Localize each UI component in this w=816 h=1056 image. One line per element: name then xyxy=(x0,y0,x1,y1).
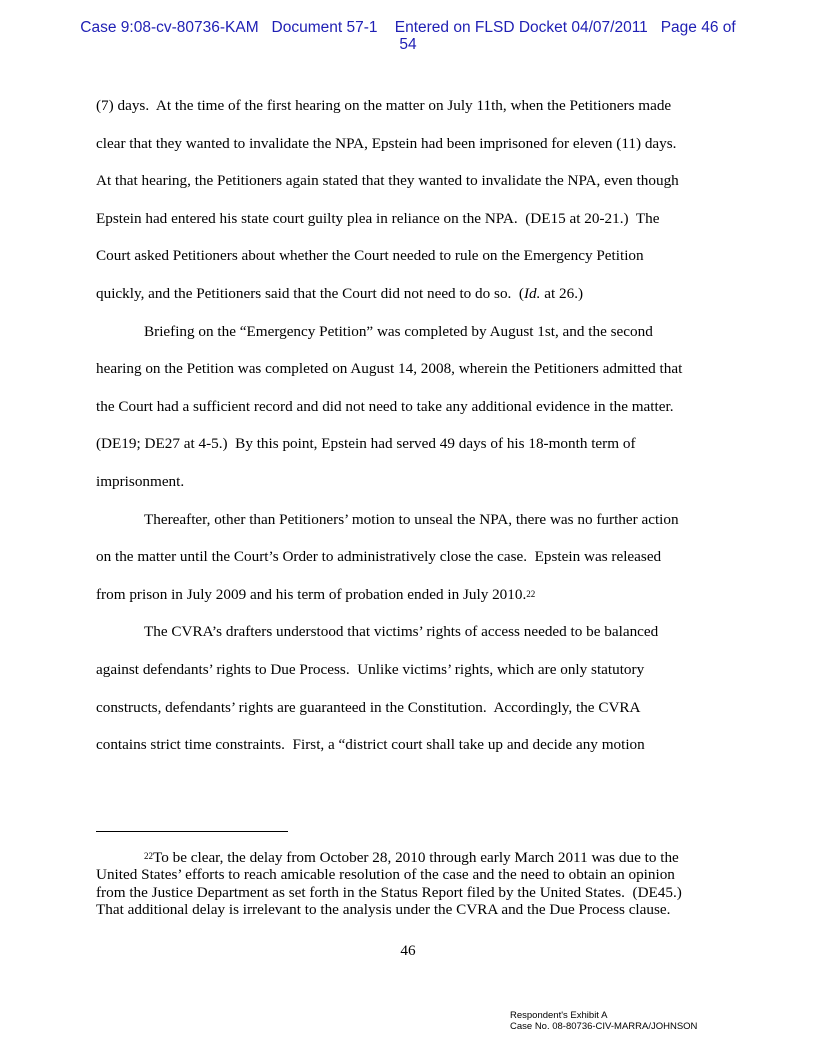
text-line: The CVRA’s drafters understood that victims’ rights of access needed to be balanced xyxy=(144,623,659,641)
text-line: on the matter until the Court’s Order to administratively close the case. Epstein was released xyxy=(96,548,662,566)
text-line xyxy=(96,582,720,620)
paragraph-4 xyxy=(96,619,720,769)
exhibit-line-1: Respondent's Exhibit A xyxy=(510,1010,608,1021)
text-span: To be clear, the delay from October 28, 2010 through early March 2011 was due to the xyxy=(153,849,679,866)
text-line: clear that they wanted to invalidate the NPA, Epstein had been imprisoned for eleven (11) days. xyxy=(96,134,677,152)
text-line: against defendants’ rights to Due Process. Unlike victims’ rights, which are only statutory xyxy=(96,660,645,678)
text-line: Epstein had entered his state court guilty plea in reliance on the NPA. (DE15 at 20-21.) The xyxy=(96,209,660,227)
text-line: Briefing on the “Emergency Petition” was completed by August 1st, and the second xyxy=(144,322,653,340)
text-line: At that hearing, the Petitioners again stated that they wanted to invalidate the NPA, even though xyxy=(96,172,679,190)
footnote-number: 22 xyxy=(144,851,153,861)
paragraph-3 xyxy=(96,507,720,620)
text-line: Court asked Petitioners about whether the Court needed to rule on the Emergency Petition xyxy=(96,247,644,265)
docket-stamp-line-2: 54 xyxy=(399,36,417,53)
text-line: imprisonment. xyxy=(96,472,185,490)
text-line xyxy=(96,281,720,319)
text-line: hearing on the Petition was completed on August 14, 2008, wherein the Petitioners admitted that xyxy=(96,360,683,378)
exhibit-line-2: Case No. 08-80736-CIV-MARRA/JOHNSON xyxy=(510,1021,698,1032)
footnote-line: from the Justice Department as set forth in the Status Report filed by the United States. (DE45.) xyxy=(96,883,682,901)
footnote-divider xyxy=(96,831,288,832)
footnote-22 xyxy=(96,849,720,918)
text-line: the Court had a sufficient record and did not need to take any additional evidence in the matter. xyxy=(96,397,674,415)
text-span: quickly, and the Petitioners said that the Court did not need to do so. ( xyxy=(96,284,524,302)
text-line: (DE19; DE27 at 4-5.) By this point, Epstein had served 49 days of his 18-month term of xyxy=(96,435,636,453)
paragraph-1 xyxy=(96,93,720,319)
text-line: constructs, defendants’ rights are guaranteed in the Constitution. Accordingly, the CVRA xyxy=(96,698,641,716)
exhibit-label xyxy=(510,1010,697,1032)
id-citation: Id. xyxy=(524,284,541,302)
paragraph-2 xyxy=(96,319,720,507)
footnote-line: That additional delay is irrelevant to the analysis under the CVRA and the Due Process clause. xyxy=(96,900,671,918)
text-span: from prison in July 2009 and his term of probation ended in July 2010. xyxy=(96,585,527,603)
footnote-line: United States’ efforts to reach amicable resolution of the case and the need to obtain an opinion xyxy=(96,866,675,884)
text-line: Thereafter, other than Petitioners’ motion to unseal the NPA, there was no further action xyxy=(144,510,679,528)
page-number: 46 xyxy=(400,942,416,959)
text-span: at 26.) xyxy=(540,284,584,302)
text-line: (7) days. At the time of the first hearing on the matter on July 11th, when the Petitioners made xyxy=(96,97,672,114)
footnote-reference[interactable]: 22 xyxy=(526,588,536,599)
docket-stamp xyxy=(40,19,776,53)
footnote-line xyxy=(96,849,720,866)
docket-stamp-line-1: Case 9:08-cv-80736-KAM Document 57-1 Entered on FLSD Docket 04/07/2011 Page 46 of xyxy=(80,19,736,36)
text-line: contains strict time constraints. First, a “district court shall take up and decide any motion xyxy=(96,736,645,754)
body-text xyxy=(96,93,720,770)
